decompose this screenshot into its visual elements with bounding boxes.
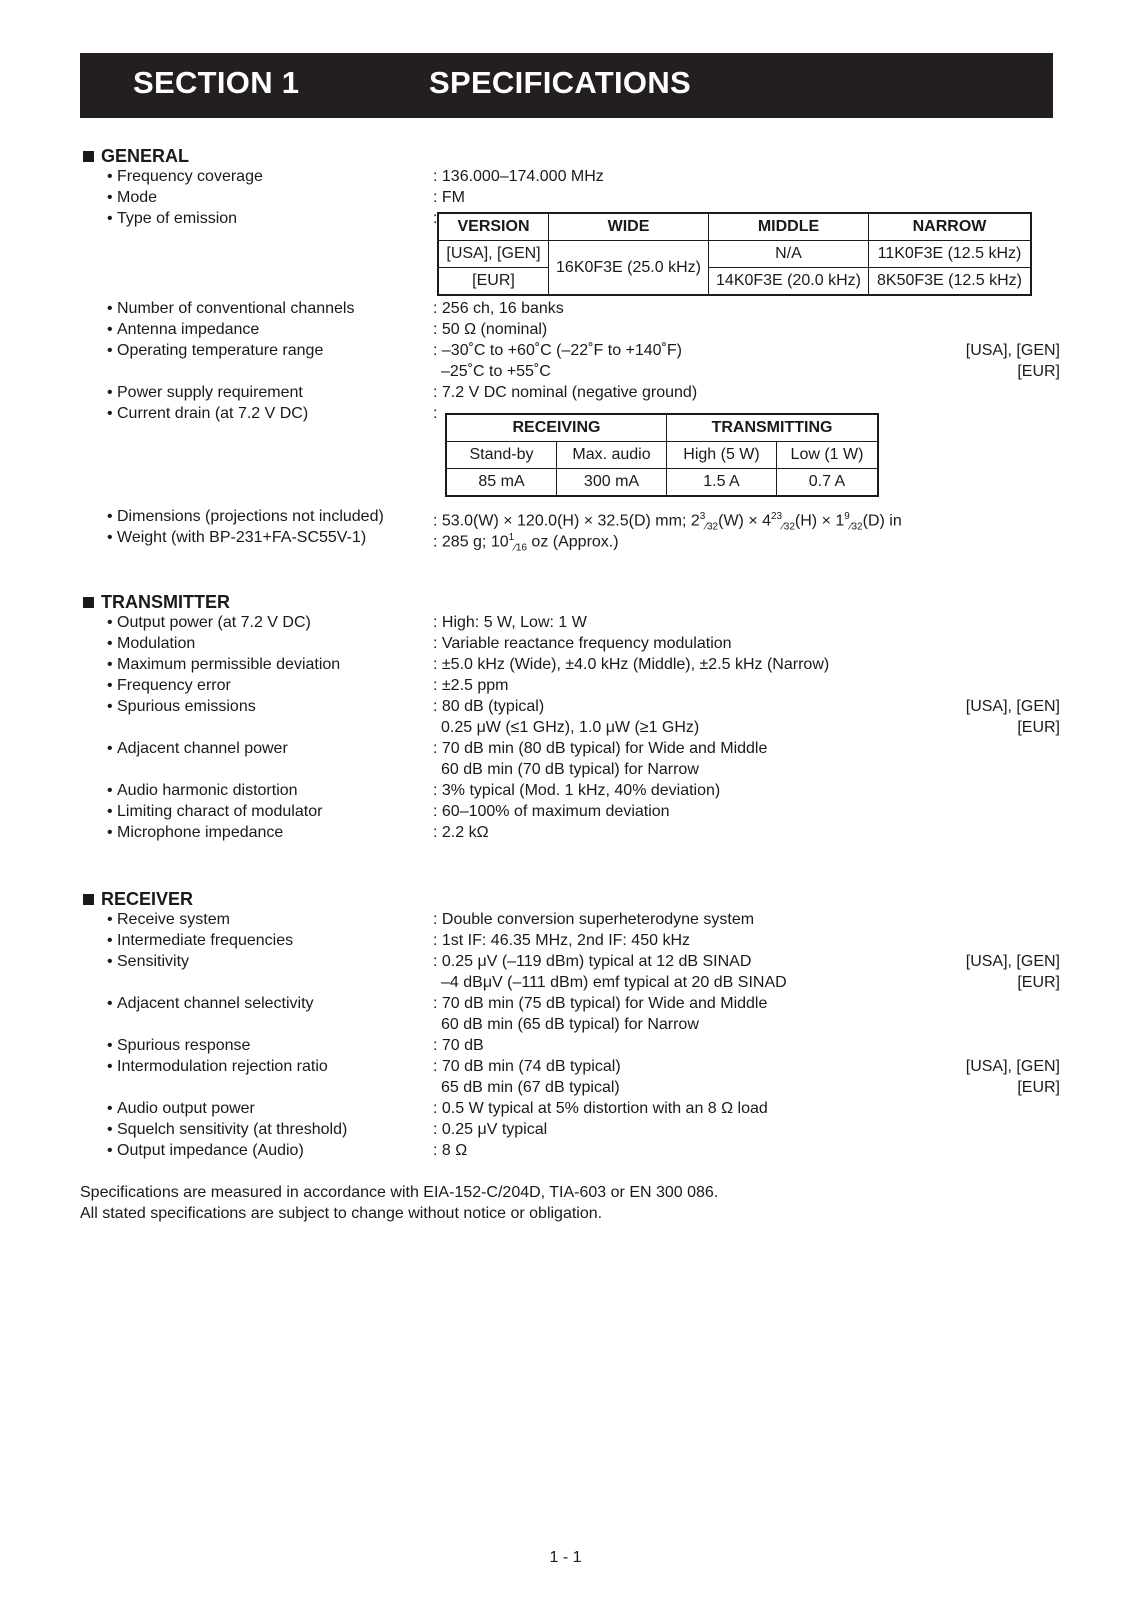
region-tag: [USA], [GEN] — [965, 953, 1060, 970]
spec-value: 65 dB min (67 dB typical) — [441, 1079, 620, 1096]
spec-label: • Intermodulation rejection ratio — [117, 1056, 328, 1077]
fraction-num: 1 — [508, 532, 515, 543]
spec-value: : 0.5 W typical at 5% distortion with an 8 Ω load — [433, 1100, 768, 1117]
footnote-line: All stated specifications are subject to change without notice or obligation. — [80, 1205, 603, 1222]
footnote-line: Specifications are measured in accordance with EIA-152-C/204D, TIA-603 or EN 300 086. — [80, 1184, 719, 1201]
spec-value: : 8 Ω — [433, 1142, 468, 1159]
region-tag: [EUR] — [1017, 363, 1060, 380]
fraction-num: 9 — [844, 511, 850, 522]
spec-value: : 0.25 μV (–119 dBm) typical at 12 dB SINAD — [433, 953, 752, 970]
spec-value: : Variable reactance frequency modulation — [433, 635, 732, 652]
spec-label: • Weight (with BP-231+FA-SC55V-1) — [117, 527, 366, 548]
spec-label: • Current drain (at 7.2 V DC) — [117, 403, 308, 424]
section-heading-transmitter — [80, 592, 1040, 612]
heading-text: RECEIVER — [101, 889, 194, 909]
spec-row — [80, 340, 1060, 361]
spec-value — [433, 527, 619, 559]
table-header-row — [438, 213, 1031, 241]
spec-value: : ±2.5 ppm — [433, 677, 509, 694]
table-row — [446, 442, 878, 469]
spec-value: : 70 dB min (75 dB typical) for Wide and Middle — [433, 995, 768, 1012]
fraction-den: ⁄16 — [514, 542, 527, 554]
spec-row — [80, 801, 1040, 822]
spec-label: • Output power (at 7.2 V DC) — [117, 612, 311, 633]
spec-row — [80, 780, 1040, 801]
table-header-row — [446, 414, 878, 442]
table-header: NARROW — [869, 213, 1032, 241]
section-number: SECTION 1 — [133, 65, 300, 100]
spec-value: : 70 dB — [433, 1037, 484, 1054]
spec-row — [80, 187, 1040, 208]
table-cell: [EUR] — [438, 268, 549, 296]
transmitter-section — [80, 592, 1060, 843]
spec-row — [80, 930, 1040, 951]
section-heading-receiver — [80, 889, 1040, 909]
spec-row — [80, 166, 1040, 187]
dim-text: : 53.0(W) × 120.0(H) × 32.5(D) mm; 2 — [433, 512, 700, 530]
spec-label: • Power supply requirement — [117, 382, 303, 403]
table-cell: 300 mA — [557, 469, 667, 497]
spec-row — [80, 822, 1040, 843]
table-cell: 85 mA — [446, 469, 557, 497]
heading-text: GENERAL — [101, 146, 190, 166]
spec-label: • Squelch sensitivity (at threshold) — [117, 1119, 347, 1140]
spec-value: : 70 dB min (74 dB typical) — [433, 1058, 621, 1075]
spec-value: : 0.25 μV typical — [433, 1121, 548, 1138]
spec-value: : 256 ch, 16 banks — [433, 300, 564, 317]
spec-row — [80, 382, 1040, 403]
spec-value: : High: 5 W, Low: 1 W — [433, 614, 587, 631]
spec-row — [80, 1056, 1060, 1077]
spec-label: • Adjacent channel selectivity — [117, 993, 314, 1014]
spec-value: : — [433, 210, 438, 227]
region-tag: [EUR] — [1017, 719, 1060, 736]
spec-value: : — [433, 405, 438, 422]
spec-label: • Microphone impedance — [117, 822, 283, 843]
region-tag: [EUR] — [1017, 974, 1060, 991]
square-bullet-icon — [83, 151, 94, 162]
weight-text: : 285 g; 10 — [433, 533, 509, 551]
general-section-end — [80, 506, 1040, 554]
dim-text: (H) × 1 — [794, 512, 845, 530]
spec-value: 60 dB min (65 dB typical) for Narrow — [441, 1016, 699, 1033]
spec-label: • Audio harmonic distortion — [117, 780, 298, 801]
spec-label: • Adjacent channel power — [117, 738, 288, 759]
table-row — [446, 469, 878, 497]
table-cell: 14K0F3E (20.0 kHz) — [709, 268, 869, 296]
fraction-num: 23 — [771, 511, 783, 522]
spec-row — [80, 675, 1040, 696]
emission-table — [437, 212, 1032, 296]
spec-row — [80, 654, 1040, 675]
spec-row — [80, 527, 1040, 554]
table-cell: 11K0F3E (12.5 kHz) — [869, 241, 1032, 268]
table-cell: Max. audio — [557, 442, 667, 469]
spec-label: • Spurious response — [117, 1035, 250, 1056]
spec-label: • Audio output power — [117, 1098, 255, 1119]
table-header: WIDE — [549, 213, 709, 241]
spec-row — [80, 1077, 1060, 1098]
receiver-section — [80, 889, 1060, 1161]
spec-label: • Antenna impedance — [117, 319, 259, 340]
fraction-num: 3 — [699, 511, 706, 522]
spec-row — [80, 319, 1040, 340]
spec-value: : 136.000–174.000 MHz — [433, 168, 604, 185]
spec-value: : 70 dB min (80 dB typical) for Wide and Middle — [433, 740, 768, 757]
spec-row — [80, 361, 1060, 382]
region-tag: [USA], [GEN] — [965, 342, 1060, 359]
general-section-cont — [80, 298, 1060, 424]
table-cell: High (5 W) — [667, 442, 777, 469]
region-tag: [USA], [GEN] — [965, 698, 1060, 715]
spec-row — [80, 1098, 1040, 1119]
spec-label: • Number of conventional channels — [117, 298, 354, 319]
spec-value: : FM — [433, 189, 465, 206]
spec-label: • Maximum permissible deviation — [117, 654, 340, 675]
square-bullet-icon — [83, 597, 94, 608]
table-cell: Low (1 W) — [777, 442, 879, 469]
table-cell: 8K50F3E (12.5 kHz) — [869, 268, 1032, 296]
table-header: TRANSMITTING — [667, 414, 879, 442]
spec-row — [80, 1035, 1040, 1056]
table-row — [438, 268, 1031, 296]
spec-row — [80, 717, 1060, 738]
spec-label: • Sensitivity — [117, 951, 189, 972]
spec-row — [80, 1140, 1040, 1161]
spec-row — [80, 506, 1040, 533]
fraction-den: ⁄32 — [782, 521, 795, 533]
footnote — [80, 1182, 718, 1224]
spec-value: : Double conversion superheterodyne system — [433, 911, 755, 928]
spec-label: • Dimensions (projections not included) — [117, 506, 384, 527]
spec-row — [80, 612, 1040, 633]
spec-value: : 50 Ω (nominal) — [433, 321, 548, 338]
region-tag: [USA], [GEN] — [965, 1058, 1060, 1075]
spec-label: • Modulation — [117, 633, 195, 654]
spec-value: : 3% typical (Mod. 1 kHz, 40% deviation) — [433, 782, 721, 799]
table-header: RECEIVING — [446, 414, 667, 442]
spec-label: • Frequency coverage — [117, 166, 263, 187]
table-header: MIDDLE — [709, 213, 869, 241]
page-title: SPECIFICATIONS — [429, 65, 691, 100]
spec-label: • Intermediate frequencies — [117, 930, 293, 951]
spec-row — [80, 633, 1040, 654]
table-cell: N/A — [709, 241, 869, 268]
spec-label: • Output impedance (Audio) — [117, 1140, 304, 1161]
square-bullet-icon — [83, 894, 94, 905]
spec-value: : –30˚C to +60˚C (–22˚F to +140˚F) — [433, 342, 682, 359]
spec-label: • Operating temperature range — [117, 340, 323, 361]
spec-row — [80, 298, 1040, 319]
table-header: VERSION — [438, 213, 549, 241]
spec-value: : 2.2 kΩ — [433, 824, 489, 841]
table-cell: Stand-by — [446, 442, 557, 469]
spec-label: • Frequency error — [117, 675, 231, 696]
spec-row — [80, 909, 1040, 930]
table-row — [438, 241, 1031, 268]
table-cell: 0.7 A — [777, 469, 879, 497]
spec-row — [80, 1119, 1040, 1140]
table-cell: [USA], [GEN] — [438, 241, 549, 268]
spec-value: : 60–100% of maximum deviation — [433, 803, 670, 820]
spec-row — [80, 738, 1040, 759]
spec-value: 0.25 μW (≤1 GHz), 1.0 μW (≥1 GHz) — [441, 719, 700, 736]
spec-row — [80, 951, 1060, 972]
spec-row — [80, 1014, 1040, 1035]
spec-value: : 80 dB (typical) — [433, 698, 545, 715]
weight-text: oz (Approx.) — [526, 533, 619, 551]
dim-text: (W) × 4 — [718, 512, 771, 530]
spec-row — [80, 993, 1040, 1014]
spec-value: : 7.2 V DC nominal (negative ground) — [433, 384, 698, 401]
spec-value: 60 dB min (70 dB typical) for Narrow — [441, 761, 699, 778]
spec-value: : 1st IF: 46.35 MHz, 2nd IF: 450 kHz — [433, 932, 690, 949]
spec-label: • Mode — [117, 187, 157, 208]
spec-label: • Type of emission — [117, 208, 237, 229]
spec-value: –4 dBμV (–111 dBm) emf typical at 20 dB SINAD — [441, 974, 787, 991]
fraction-den: ⁄32 — [849, 521, 863, 533]
spec-row — [80, 972, 1060, 993]
spec-value: –25˚C to +55˚C — [441, 363, 551, 380]
region-tag: [EUR] — [1017, 1079, 1060, 1096]
fraction-den: ⁄32 — [705, 521, 719, 533]
heading-text: TRANSMITTER — [101, 592, 230, 612]
table-cell: 16K0F3E (25.0 kHz) — [549, 241, 709, 296]
spec-label: • Receive system — [117, 909, 230, 930]
dim-text: (D) in — [862, 512, 902, 530]
spec-label: • Limiting charact of modulator — [117, 801, 322, 822]
page-number: 1 - 1 — [549, 1549, 582, 1566]
spec-row — [80, 759, 1040, 780]
section-banner — [80, 53, 1053, 118]
current-drain-table — [445, 413, 879, 497]
spec-label: • Spurious emissions — [117, 696, 256, 717]
section-heading-general — [80, 146, 1040, 166]
spec-row — [80, 696, 1060, 717]
spec-value: : ±5.0 kHz (Wide), ±4.0 kHz (Middle), ±2.5 kHz (Narrow) — [433, 656, 830, 673]
table-cell: 1.5 A — [667, 469, 777, 497]
